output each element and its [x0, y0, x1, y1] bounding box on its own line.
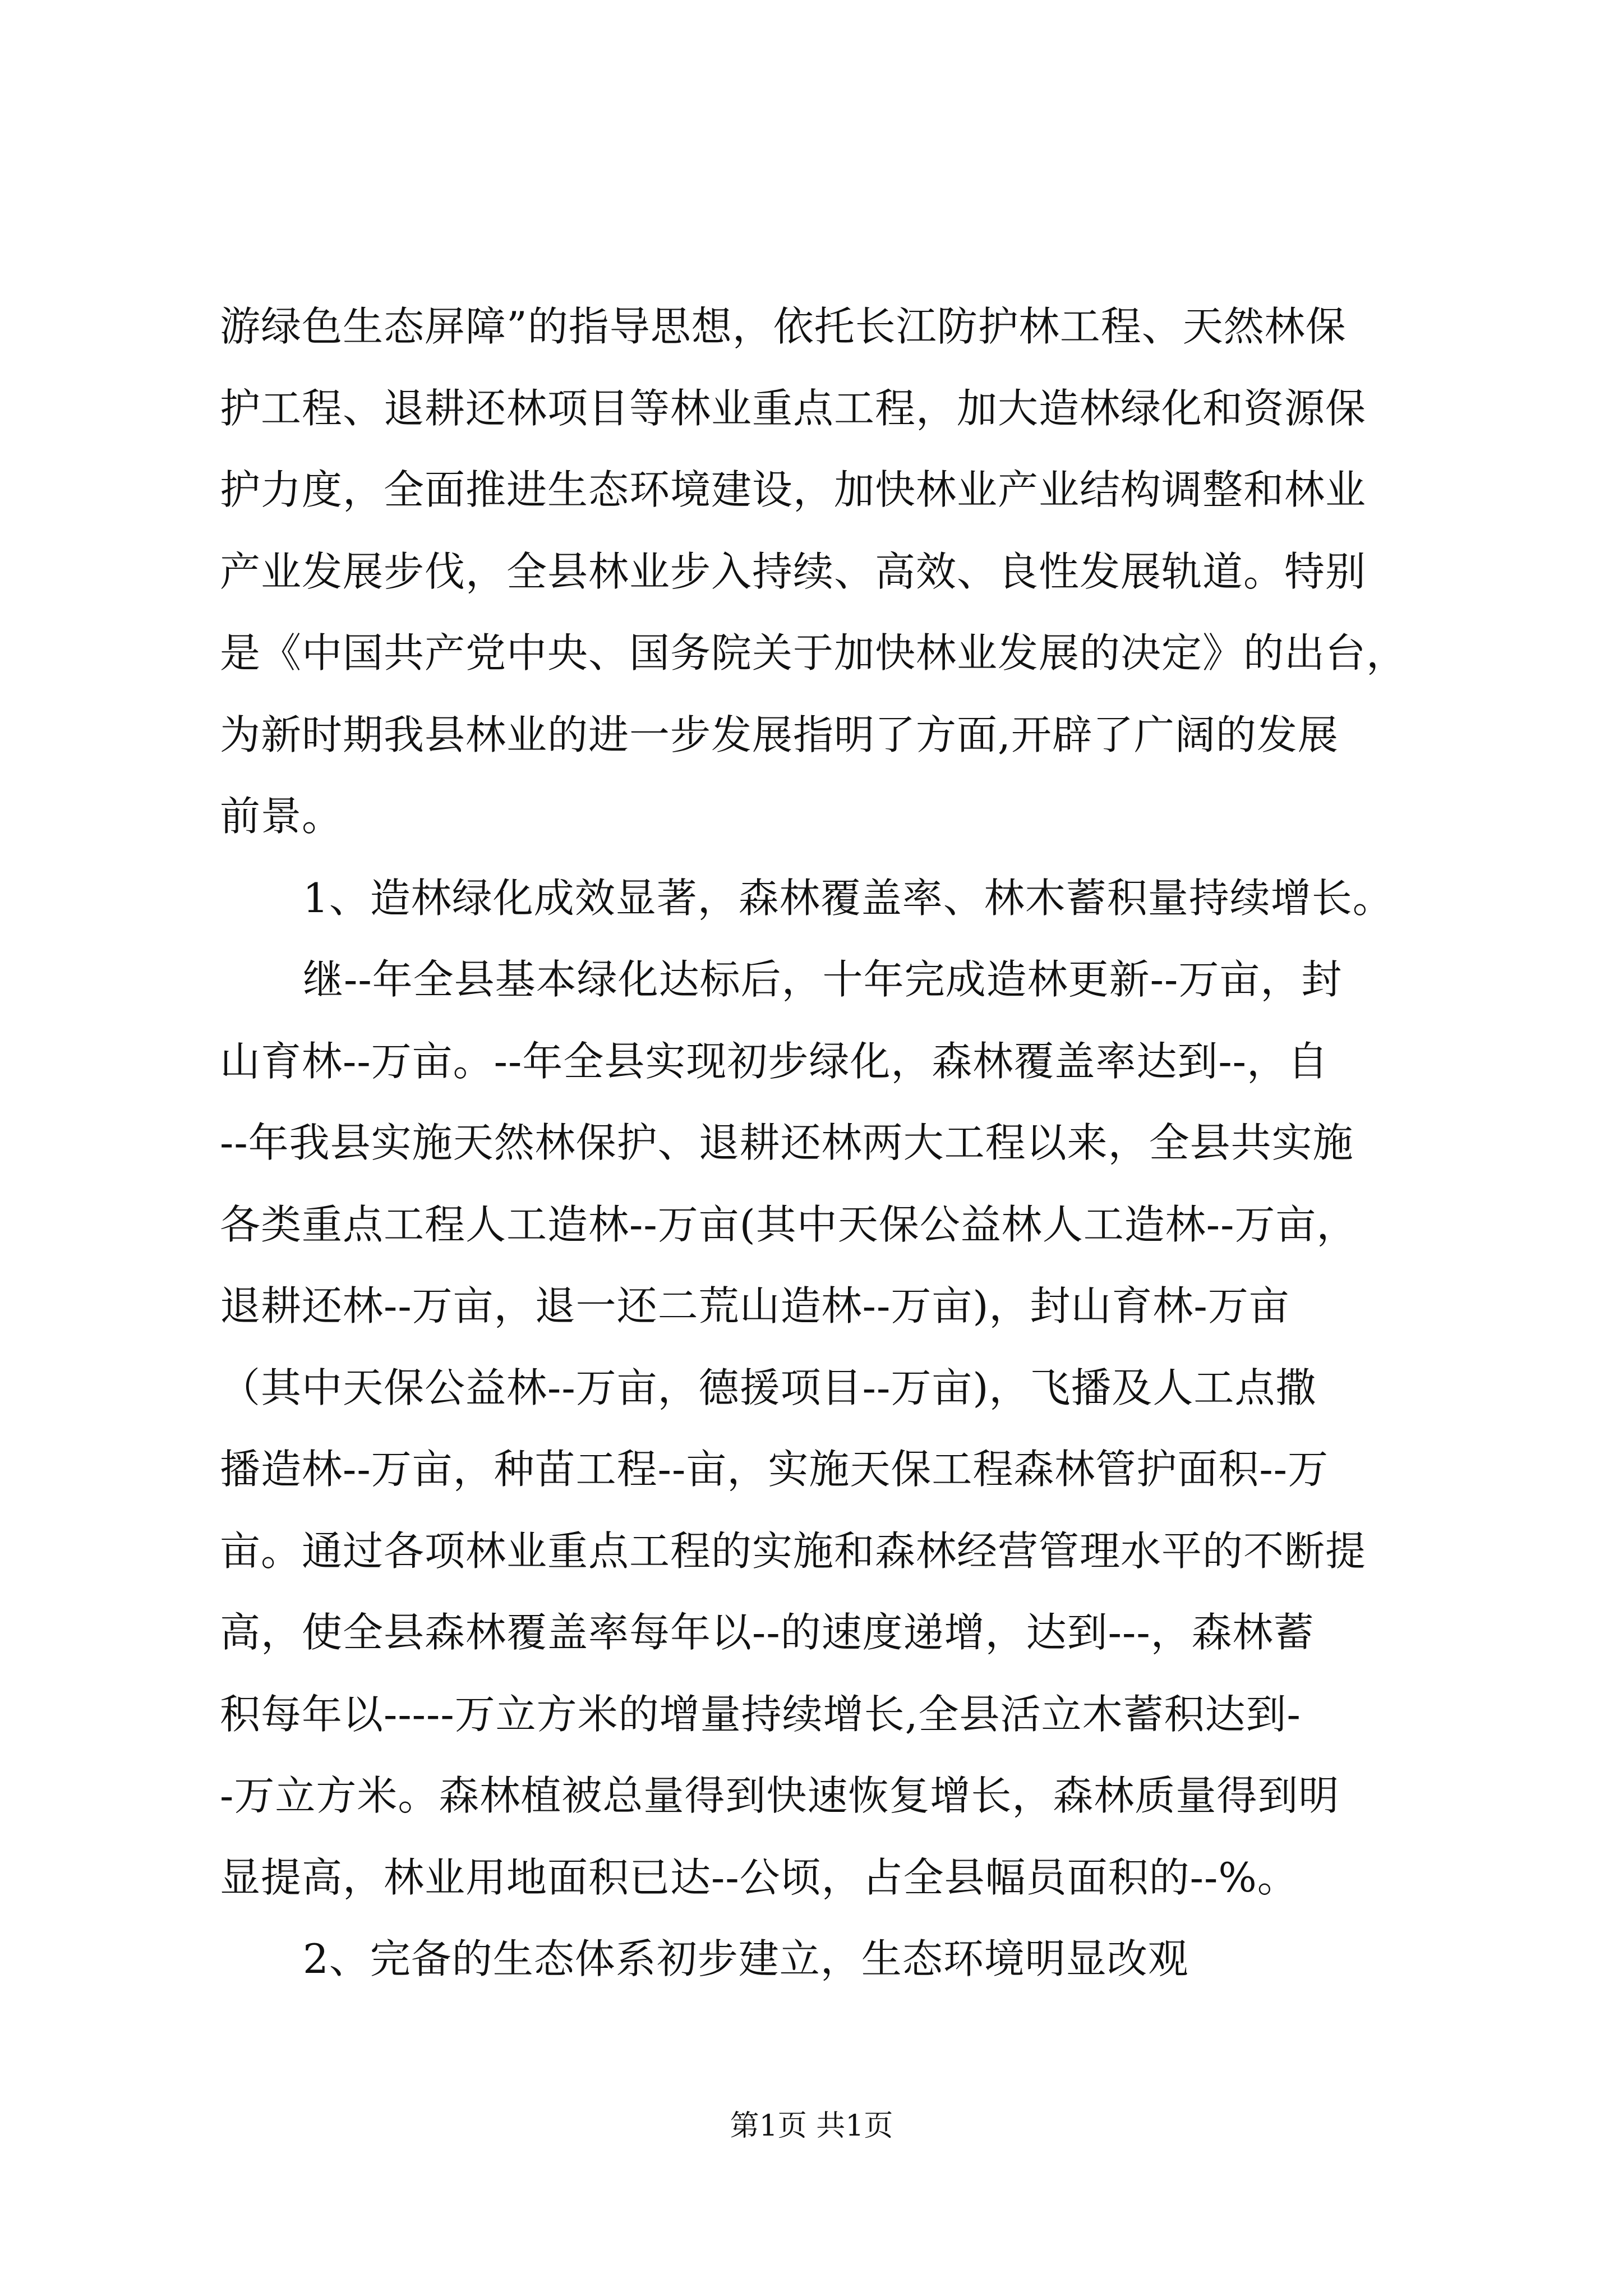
text-line: 亩。通过各项林业重点工程的实施和森林经营管理水平的不断提 [220, 1527, 1367, 1575]
text-line: 退耕还林--万亩，退一还二荒山造林--万亩)，封山育林-万亩 [220, 1282, 1290, 1329]
text-line: 显提高，林业用地面积已达--公顷，占全县幅员面积的--%。 [220, 1853, 1298, 1901]
text-line: （其中天保公益林--万亩，德援项目--万亩)，飞播及人工点撒 [220, 1364, 1317, 1411]
section-heading-2: 2、完备的生态体系初步建立，生态环境明显改观 [303, 1935, 1189, 1982]
text-line: 高，使全县森林覆盖率每年以--的速度递增，达到---，森林蓄 [220, 1609, 1315, 1656]
text-line: --年我县实施天然林保护、退耕还林两大工程以来，全县共实施 [220, 1119, 1354, 1166]
text-line: 护工程、退耕还林项目等林业重点工程，加大造林绿化和资源保 [220, 384, 1367, 432]
text-line: 积每年以-----万立方米的增量持续增长,全县活立木蓄积达到- [220, 1690, 1301, 1738]
text-line: 各类重点工程人工造林--万亩(其中天保公益林人工造林--万亩， [220, 1200, 1358, 1248]
text-line: 游绿色生态屏障”的指导思想，依托长江防护林工程、天然林保 [220, 303, 1347, 350]
text-line: 是《中国共产党中央、国务院关于加快林业发展的决定》的出台， [220, 629, 1408, 677]
text-line: 产业发展步伐，全县林业步入持续、高效、良性发展轨道。特别 [220, 547, 1367, 595]
body-text [220, 286, 1426, 2000]
text-line: -万立方米。森林植被总量得到快速恢复增长，森林质量得到明 [220, 1772, 1340, 1819]
text-line: 继--年全县基本绿化达标后，十年完成造林更新--万亩，封 [303, 956, 1343, 1003]
page-footer: 第1页 共1页 [730, 2109, 893, 2143]
text-line: 护力度，全面推进生态环境建设，加快林业产业结构调整和林业 [220, 466, 1367, 513]
section-heading-1: 1、造林绿化成效显著，森林覆盖率、林木蓄积量持续增长。 [303, 874, 1394, 922]
text-line: 前景。 [220, 793, 343, 840]
text-line: 山育林--万亩。--年全县实现初步绿化，森林覆盖率达到--，自 [220, 1037, 1329, 1085]
text-line: 为新时期我县林业的进一步发展指明了方面,开辟了广阔的发展 [220, 711, 1339, 758]
text-line: 播造林--万亩，种苗工程--亩，实施天保工程森林管护面积--万 [220, 1446, 1329, 1493]
